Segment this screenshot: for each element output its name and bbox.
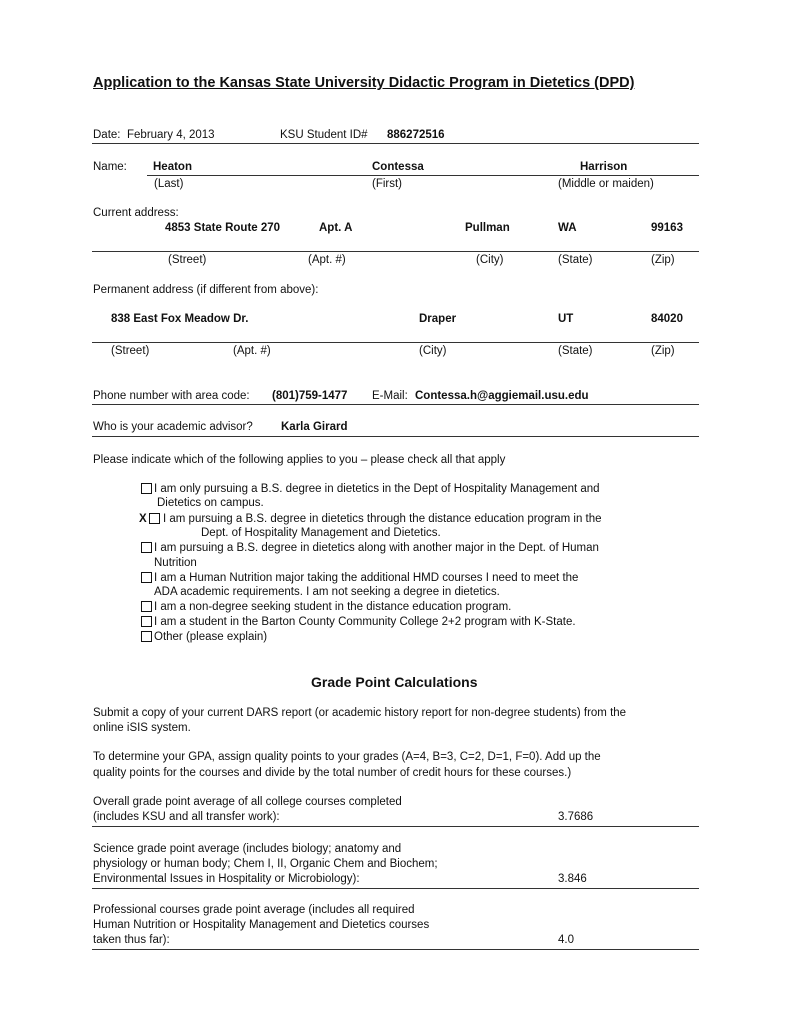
email-value: Contessa.h@aggiemail.usu.edu bbox=[415, 390, 589, 402]
last-name-value: Heaton bbox=[153, 161, 192, 173]
divider bbox=[92, 949, 699, 950]
option-checkbox[interactable] bbox=[141, 601, 152, 612]
option-text: I am pursuing a B.S. degree in dietetics along with another major in the Dept. of Human bbox=[154, 542, 599, 554]
advisor-value: Karla Girard bbox=[281, 421, 348, 433]
science-gpa-label: Science grade point average (includes biology; anatomy and bbox=[93, 843, 402, 855]
permanent-city-caption: (City) bbox=[419, 345, 447, 357]
middle-name-value: Harrison bbox=[580, 161, 628, 173]
science-gpa-label: Environmental Issues in Hospitality or Microbiology): bbox=[93, 873, 360, 885]
option-text: I am a student in the Barton County Community College 2+2 program with K-State. bbox=[154, 616, 576, 628]
current-zip-value: 99163 bbox=[651, 222, 683, 234]
divider bbox=[92, 251, 699, 252]
option-checkbox[interactable] bbox=[141, 616, 152, 627]
current-street-caption: (Street) bbox=[168, 254, 207, 266]
current-address-label: Current address: bbox=[93, 207, 179, 219]
current-city-value: Pullman bbox=[465, 222, 510, 234]
option-check-mark: X bbox=[139, 513, 147, 525]
current-state-caption: (State) bbox=[558, 254, 593, 266]
phone-label: Phone number with area code: bbox=[93, 390, 250, 402]
option-checkbox[interactable] bbox=[141, 572, 152, 583]
professional-gpa-label: taken thus far): bbox=[93, 934, 170, 946]
gpa-instructions: quality points for the courses and divide by the total number of credit hours for these courses.) bbox=[93, 767, 572, 779]
overall-gpa-label: Overall grade point average of all college courses completed bbox=[93, 796, 402, 808]
option-text-cont: Dept. of Hospitality Management and Dietetics. bbox=[201, 527, 441, 539]
science-gpa-value: 3.846 bbox=[558, 873, 587, 885]
divider bbox=[92, 342, 699, 343]
name-label: Name: bbox=[93, 161, 127, 173]
option-text: I am a non-degree seeking student in the distance education program. bbox=[154, 601, 512, 613]
divider bbox=[92, 826, 699, 827]
permanent-street-caption: (Street) bbox=[111, 345, 150, 357]
email-label: E-Mail: bbox=[372, 390, 408, 402]
gpa-intro: Submit a copy of your current DARS report (or academic history report for non-degree students) from the bbox=[93, 707, 627, 719]
overall-gpa-value: 3.7686 bbox=[558, 811, 594, 823]
permanent-apt-caption: (Apt. #) bbox=[233, 345, 271, 357]
divider bbox=[92, 436, 699, 437]
overall-gpa-label: (includes KSU and all transfer work): bbox=[93, 811, 280, 823]
option-text-cont: Nutrition bbox=[154, 557, 197, 569]
advisor-label: Who is your academic advisor? bbox=[93, 421, 253, 433]
last-name-caption: (Last) bbox=[154, 178, 184, 190]
current-apt-caption: (Apt. #) bbox=[308, 254, 346, 266]
option-checkbox[interactable] bbox=[149, 513, 160, 524]
gpa-instructions: To determine your GPA, assign quality points to your grades (A=4, B=3, C=2, D=1, F=0). Add up the bbox=[93, 751, 601, 763]
divider bbox=[147, 175, 699, 176]
permanent-city-value: Draper bbox=[419, 313, 457, 325]
divider bbox=[92, 888, 699, 889]
permanent-state-value: UT bbox=[558, 313, 574, 325]
current-zip-caption: (Zip) bbox=[651, 254, 675, 266]
page-title: Application to the Kansas State University Didactic Program in Dietetics (DPD) bbox=[93, 75, 635, 91]
current-street-value: 4853 State Route 270 bbox=[165, 222, 281, 234]
first-name-caption: (First) bbox=[372, 178, 403, 190]
option-text-cont: ADA academic requirements. I am not seeking a degree in dietetics. bbox=[154, 586, 500, 598]
option-checkbox[interactable] bbox=[141, 483, 152, 494]
option-checkbox[interactable] bbox=[141, 542, 152, 553]
professional-gpa-label: Professional courses grade point average (includes all required bbox=[93, 904, 415, 916]
gpa-intro: online iSIS system. bbox=[93, 722, 191, 734]
gpa-heading: Grade Point Calculations bbox=[311, 674, 478, 690]
permanent-address-label: Permanent address (if different from above): bbox=[93, 284, 319, 296]
option-text: I am only pursuing a B.S. degree in dietetics in the Dept of Hospitality Management and bbox=[154, 483, 600, 495]
date-value: February 4, 2013 bbox=[127, 129, 215, 141]
current-city-caption: (City) bbox=[476, 254, 504, 266]
middle-name-caption: (Middle or maiden) bbox=[558, 178, 654, 190]
permanent-state-caption: (State) bbox=[558, 345, 593, 357]
science-gpa-label: physiology or human body; Chem I, II, Organic Chem and Biochem; bbox=[93, 858, 438, 870]
option-text: Other (please explain) bbox=[154, 631, 268, 643]
applies-prompt: Please indicate which of the following applies to you – please check all that apply bbox=[93, 454, 506, 466]
divider bbox=[92, 404, 699, 405]
option-text: I am a Human Nutrition major taking the additional HMD courses I need to meet the bbox=[154, 572, 579, 584]
divider bbox=[92, 143, 699, 144]
current-state-value: WA bbox=[558, 222, 577, 234]
professional-gpa-value: 4.0 bbox=[558, 934, 574, 946]
option-text-cont: Dietetics on campus. bbox=[157, 497, 264, 509]
current-apt-value: Apt. A bbox=[319, 222, 353, 234]
professional-gpa-label: Human Nutrition or Hospitality Management and Dietetics courses bbox=[93, 919, 430, 931]
date-label: Date: bbox=[93, 129, 121, 141]
student-id-label: KSU Student ID# bbox=[280, 129, 368, 141]
option-text: I am pursuing a B.S. degree in dietetics through the distance education program in the bbox=[163, 513, 602, 525]
permanent-zip-value: 84020 bbox=[651, 313, 683, 325]
first-name-value: Contessa bbox=[372, 161, 424, 173]
permanent-street-value: 838 East Fox Meadow Dr. bbox=[111, 313, 249, 325]
option-checkbox[interactable] bbox=[141, 631, 152, 642]
phone-value: (801)759-1477 bbox=[272, 390, 348, 402]
permanent-zip-caption: (Zip) bbox=[651, 345, 675, 357]
student-id-value: 886272516 bbox=[387, 129, 445, 141]
